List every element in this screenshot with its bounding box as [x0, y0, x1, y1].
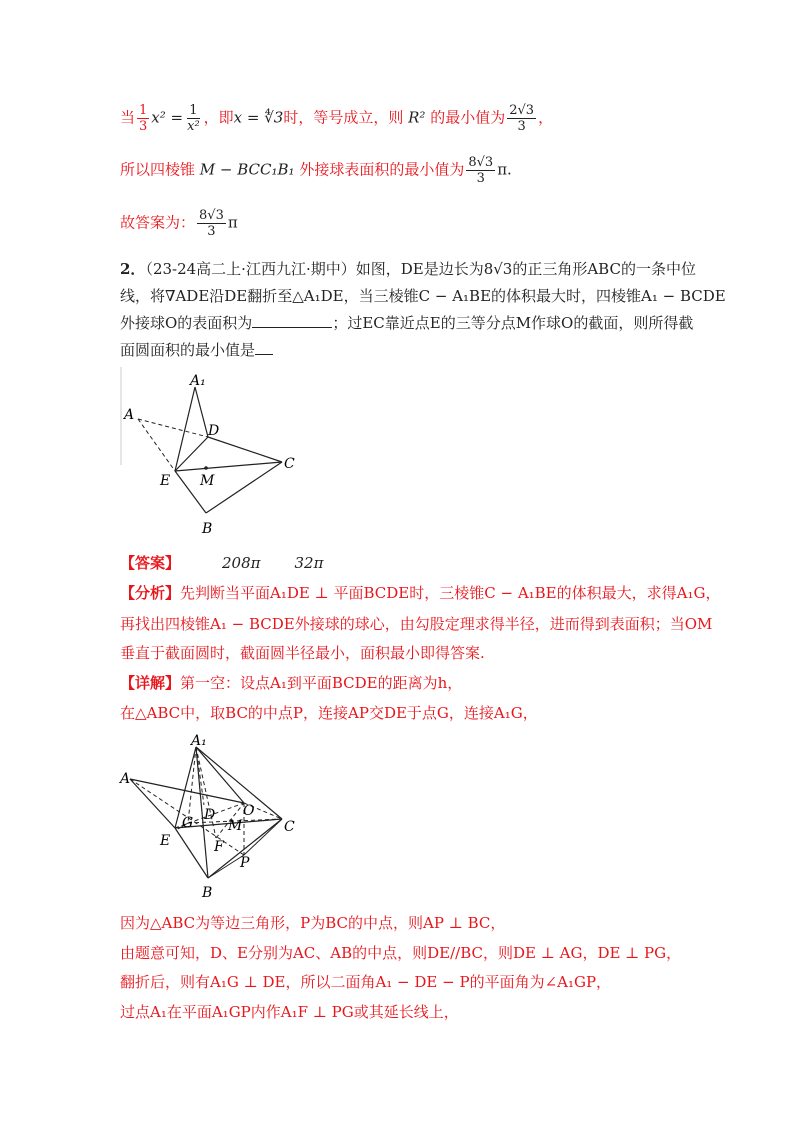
question-line-3: 外接球O的表面积为 ；过EC靠近点E的三等分点M作球O的截面，则所得截 — [120, 314, 694, 332]
edge-EC — [175, 462, 282, 471]
analysis-line-3: 垂直于截面圆时，截面圆半径最小，面积最小即得答案. — [120, 644, 485, 662]
figure-1-pyramid — [118, 365, 318, 545]
analysis-line-2: 再找出四棱锥A₁ − BCDE外接球的球心，由勾股定理求得半径，进而得到表面积；当OM — [120, 615, 713, 633]
label-C: C — [284, 819, 295, 835]
edge-EB — [175, 828, 208, 878]
label-D: D — [208, 423, 220, 439]
conclusion-line-2: 由题意可知，D、E分别为AC、AB的中点，则DE//BC，则DE ⊥ AG，DE ⊥ PG， — [120, 944, 682, 962]
answer-line: 【答案】 208π 32π — [120, 554, 324, 572]
label-A1: A₁ — [190, 373, 206, 389]
edge-BP — [208, 855, 244, 878]
label-O: O — [243, 803, 255, 819]
label-C: C — [284, 456, 295, 472]
label-M: M — [228, 818, 243, 834]
question-line-4: 面圆面积的最小值是 — [120, 340, 273, 360]
fraction-eight-root3: $\frac{8√3}{3}$ — [468, 155, 494, 186]
edge-DC — [208, 437, 282, 462]
edge-AE — [130, 779, 175, 828]
fraction-min-value: $\frac{2√3}{3}$ — [509, 103, 535, 134]
figure-2-pyramid-sphere — [118, 733, 318, 903]
result-line-3: 故答案为： $\frac{8√3}{3}$ π — [120, 208, 238, 239]
conclusion-line-1: 因为△ABC为等边三角形，P为BC的中点，则AP ⊥ BC， — [120, 914, 506, 932]
label-A: A — [120, 771, 131, 787]
label-E: E — [160, 833, 171, 849]
answer-blank-2 — [255, 340, 273, 355]
label-M: M — [200, 473, 215, 489]
edge-A1E — [175, 387, 195, 471]
label-A1: A₁ — [191, 733, 207, 749]
question-line-2: 线，将∇ADE沿DE翻折至△A₁DE，当三棱锥C − A₁BE的体积最大时，四棱锥A₁ − BCDE — [120, 287, 726, 305]
answer-blank-1 — [252, 313, 332, 328]
label-B: B — [202, 885, 213, 901]
result-line-2: 所以四棱锥 M − BCC₁B₁ 外接球表面积的最小值为 $\frac{8√3}{3}$ π. — [120, 155, 512, 186]
edge-ED — [175, 437, 208, 471]
edge-PC — [244, 819, 282, 855]
point-M — [204, 466, 208, 470]
edge-AD-dashed — [138, 419, 208, 437]
label-A: A — [124, 407, 135, 423]
label-B: B — [202, 521, 213, 537]
edge-BC — [206, 462, 282, 513]
fraction-one-third: $\frac{1}{3}$ — [139, 103, 148, 134]
answer-value-2: 32π — [294, 554, 324, 572]
question-line-1: 2．（23-24高二上·江西九江·期中）如图，DE是边长为8√3的正三角形ABC的一条中位 — [120, 260, 696, 278]
conclusion-line-3: 翻折后，则有A₁G ⊥ DE，所以二面角A₁ − DE − P的平面角为∠A₁GP， — [120, 973, 612, 991]
fraction-answer: $\frac{8√3}{3}$ — [199, 208, 224, 239]
label-D: D — [204, 807, 216, 823]
result-line-1: 当 $\frac{1}{3}$ x² = $\frac{1}{\text{x²}}$ ，即x = ∜3时，等号成立，则 R² 的最小值为 $\frac{2√3}{3}$ ， — [120, 103, 554, 134]
fraction-one-over-x2: $\frac{1}{\text{x²}}$ — [187, 103, 200, 134]
answer-value-1: 208π — [222, 554, 261, 572]
label-P: P — [240, 855, 250, 871]
edge-A1D — [195, 387, 208, 437]
analysis-line-1: 【分析】先判断当平面A₁DE ⊥ 平面BCDE时，三棱锥C − A₁BE的体积最大，求得A₁G， — [120, 584, 721, 602]
edge-AE-dashed — [138, 419, 175, 471]
edge-A1G-dashed — [188, 747, 196, 823]
label-E: E — [160, 473, 171, 489]
detail-line-2: 在△ABC中，取BC的中点P，连接AP交DE于点G，连接A₁G， — [120, 704, 538, 722]
detail-line-1: 【详解】第一空：设点A₁到平面BCDE的距离为h， — [120, 674, 463, 692]
conclusion-line-4: 过点A₁在平面A₁GP内作A₁F ⊥ PG或其延长线上， — [120, 1003, 459, 1021]
label-G: G — [182, 815, 194, 831]
label-F: F — [214, 839, 224, 855]
